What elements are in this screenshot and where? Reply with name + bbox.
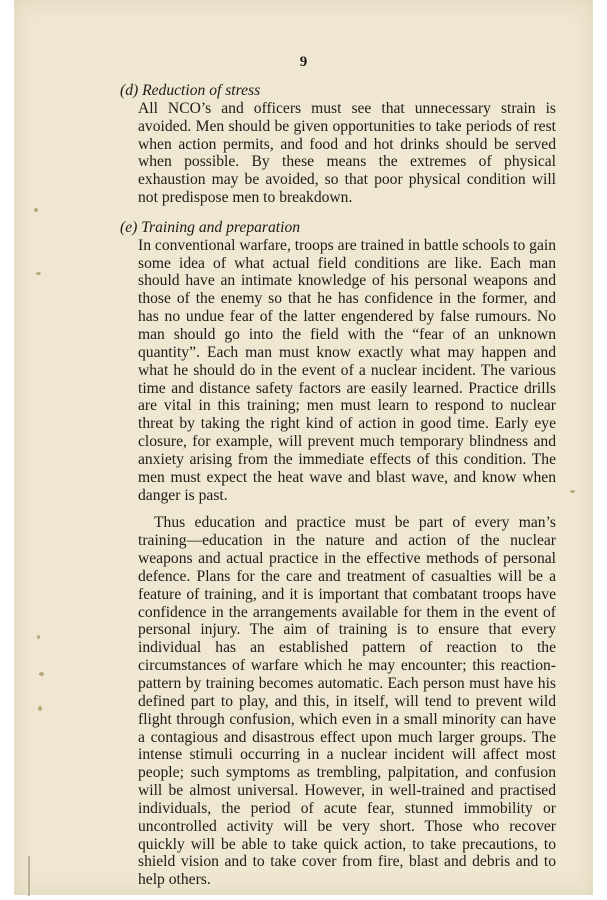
section-heading-training-and-preparation: (e) Training and preparation xyxy=(120,218,301,236)
section-heading-reduction-of-stress: (d) Reduction of stress xyxy=(120,82,261,99)
torn-corner xyxy=(28,856,60,896)
paragraph-spacer xyxy=(106,504,556,514)
section-body-training-and-preparation: In conventional warfare, troops are trained in battle schools to gain some idea of what actual field conditions are like. Each man should have an intimate knowledge of his personal weapons and those of the enemy so that he has confidence in the former, and has no undue fear of the latter engendered by false rumours. No man should go into the field with the “fear of an unknown quantity”. Each man must know exactly what may happen and what he should do in the event of a nuclear incident. The various time and distance safety factors are easily learned. Practice drills are vital in this training; men must learn to respond to nuclear threat by taking the right kind of action in good time. Early eye closure, for example, will prevent much temporary blindness and anxiety arising from the immediate effects of this condition. The men must expect the heat wave and blast wave, and know when danger is past. xyxy=(138,236,556,504)
page-number: 9 xyxy=(299,54,308,70)
section-body-reduction-of-stress: All NCO’s and officers must see that unnecessary strain is avoided. Men should be given opportunities to take periods of rest when action permits, and food and hot drinks should be served when possible. By these means the extremes of physical exhaustion may be avoided, so that poor physical condition will not predispose men to breakdown. xyxy=(138,99,556,207)
section-spacer xyxy=(106,207,556,219)
page-body xyxy=(106,82,556,889)
section-followup-training-and-preparation: Thus education and practice must be part of every man’s training—education in the nature and action of the nuclear weapons and actual practice in the effective methods of personal defence. Plans for the care and treatment of casualties will be a feature of training, and it is important that combatant troops have confidence in the arrangements available for them in the event of personal injury. The aim of training is to ensure that every individual has an established pattern of reaction to the circumstances of warfare which he may encounter; this reaction-pattern by training becomes automatic. Each person must have his defined part to play, and this, in itself, will tend to prevent wild flight through confusion, which even in a small minority can have a contagious and disastrous effect upon much larger groups. The intense stimuli occurring in a nuclear incident will affect most people; such symptoms as trembling, palpitation, and confusion will be almost universal. However, in well-trained and practised individuals, the period of acute fear, stunned immobility or uncontrolled activity will be very short. Those who recover quickly will be able to take quick action, to take precautions, to shield vision and to take cover from fire, blast and debris and to help others. xyxy=(138,514,556,889)
document-page xyxy=(14,0,593,895)
